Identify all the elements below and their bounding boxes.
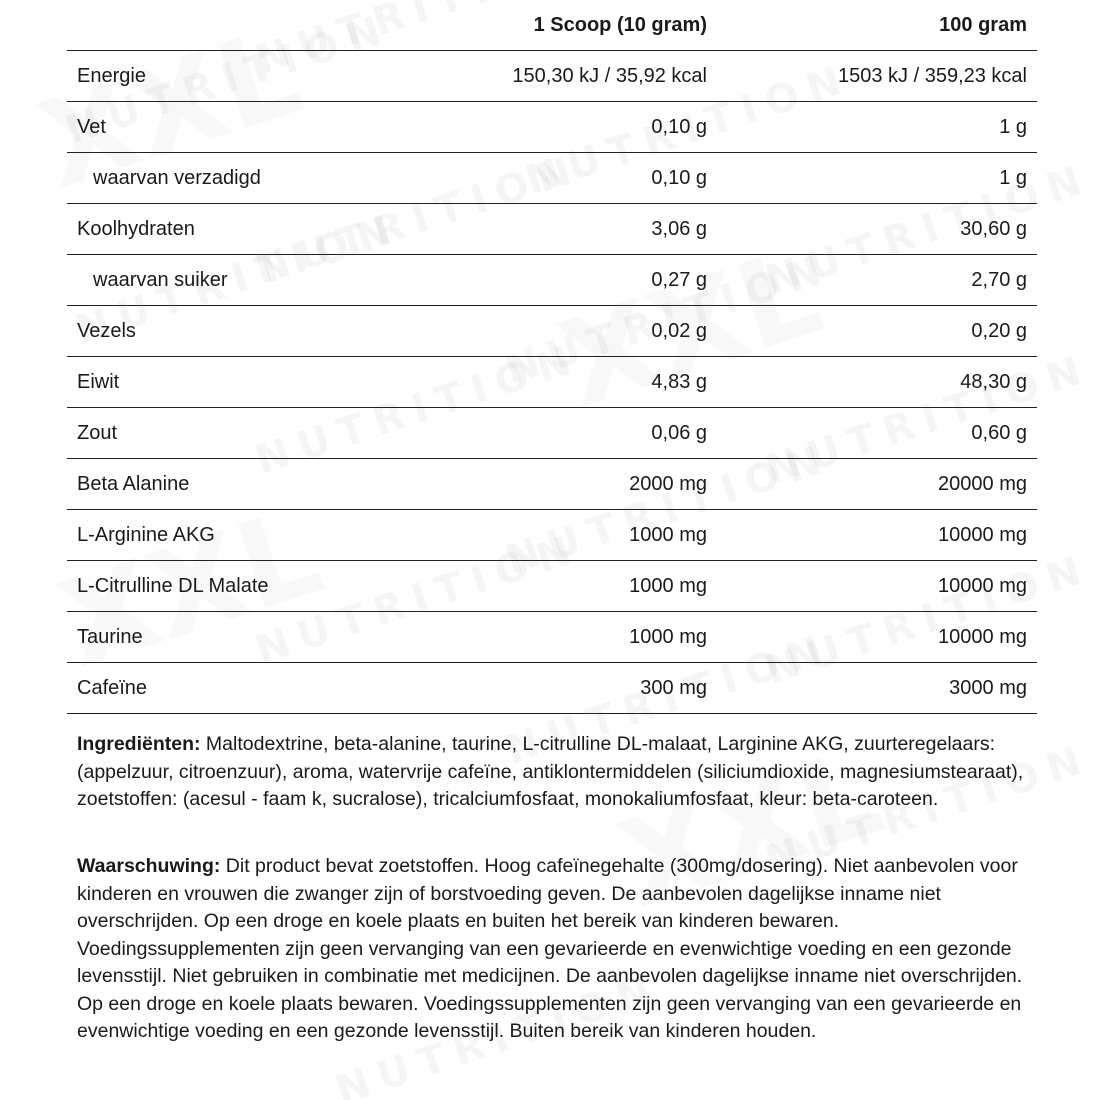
per100-value: 10000 mg	[717, 561, 1037, 612]
nutrient-label: L-Citrulline DL Malate	[67, 561, 387, 612]
table-row	[67, 408, 1037, 459]
serving-value: 0,10 g	[387, 153, 717, 204]
per100-value: 48,30 g	[717, 357, 1037, 408]
nutrient-label: Koolhydraten	[67, 204, 387, 255]
ingredients-text: Maltodextrine, beta-alanine, taurine, L-citrulline DL-malaat, Larginine AKG, zuurteregelaars: (appelzuur, citroenzuur), aroma, watervrije cafeïne, antiklontermiddelen (siliciumdioxide, magnesiumstearaat), zoetstoffen: (acesul - faam k, sucralose), tricalciumfosfaat, monokaliumfosfaat, kleur: beta-caroteen.	[77, 733, 1024, 810]
nutrient-label: Cafeïne	[67, 663, 387, 714]
ingredients-heading: Ingrediënten:	[77, 733, 201, 755]
table-header-row	[67, 0, 1037, 51]
serving-value: 0,02 g	[387, 306, 717, 357]
table-row	[67, 102, 1037, 153]
nutrient-label: Vet	[67, 102, 387, 153]
serving-value: 1000 mg	[387, 561, 717, 612]
table-row	[67, 153, 1037, 204]
serving-value: 300 mg	[387, 663, 717, 714]
per100-value: 20000 mg	[717, 459, 1037, 510]
nutrient-label: Eiwit	[67, 357, 387, 408]
nutrient-label: waarvan suiker	[67, 255, 387, 306]
table-row	[67, 357, 1037, 408]
warning-heading: Waarschuwing:	[77, 855, 221, 877]
table-row	[67, 306, 1037, 357]
serving-value: 0,27 g	[387, 255, 717, 306]
nutrient-label: Beta Alanine	[67, 459, 387, 510]
table-row	[67, 459, 1037, 510]
table-row	[67, 663, 1037, 714]
per100-value: 30,60 g	[717, 204, 1037, 255]
nutrient-label: Taurine	[67, 612, 387, 663]
table-row	[67, 612, 1037, 663]
nutrition-table	[67, 0, 1037, 714]
per100-value: 1 g	[717, 153, 1037, 204]
ingredients-paragraph	[77, 731, 1027, 814]
warning-text: Dit product bevat zoetstoffen. Hoog cafeïnegehalte (300mg/dosering). Niet aanbevolen voor kinderen en vrouwen die zwanger zijn of borstvoeding geven. De aanbevolen dagelijkse inname niet overschrijden. Op een droge en koele plaats en buiten het bereik van kinderen bewaren. Voedingssupplementen zijn geen vervanging van een gevarieerde en evenwichtige voeding en een gezonde levensstijl. Niet gebruiken in combinatie met medicijnen. De aanbevolen dagelijkse inname niet overschrijden. Op een droge en koele plaats bewaren. Voedingssupplementen zijn geen vervanging van een gevarieerde en evenwichtige voeding en een gezonde levensstijl. Buiten bereik van kinderen houden.	[77, 855, 1023, 1042]
table-row	[67, 561, 1037, 612]
table-row	[67, 204, 1037, 255]
per100-value: 1 g	[717, 102, 1037, 153]
per100-value: 3000 mg	[717, 663, 1037, 714]
per100-value: 10000 mg	[717, 612, 1037, 663]
serving-value: 3,06 g	[387, 204, 717, 255]
nutrient-label: waarvan verzadigd	[67, 153, 387, 204]
serving-value: 0,10 g	[387, 102, 717, 153]
serving-value: 2000 mg	[387, 459, 717, 510]
header-per-serving: 1 Scoop (10 gram)	[387, 0, 717, 51]
nutrient-label: L-Arginine AKG	[67, 510, 387, 561]
per100-value: 2,70 g	[717, 255, 1037, 306]
table-row	[67, 51, 1037, 102]
serving-value: 4,83 g	[387, 357, 717, 408]
serving-value: 0,06 g	[387, 408, 717, 459]
table-row	[67, 255, 1037, 306]
header-blank-cell	[67, 0, 387, 51]
nutrient-label: Energie	[67, 51, 387, 102]
per100-value: 0,20 g	[717, 306, 1037, 357]
serving-value: 1000 mg	[387, 612, 717, 663]
per100-value: 0,60 g	[717, 408, 1037, 459]
per100-value: 10000 mg	[717, 510, 1037, 561]
warning-paragraph	[77, 853, 1027, 1046]
serving-value: 150,30 kJ / 35,92 kcal	[387, 51, 717, 102]
serving-value: 1000 mg	[387, 510, 717, 561]
nutrient-label: Vezels	[67, 306, 387, 357]
table-row	[67, 510, 1037, 561]
per100-value: 1503 kJ / 359,23 kcal	[717, 51, 1037, 102]
nutrient-label: Zout	[67, 408, 387, 459]
header-per-100: 100 gram	[717, 0, 1037, 51]
